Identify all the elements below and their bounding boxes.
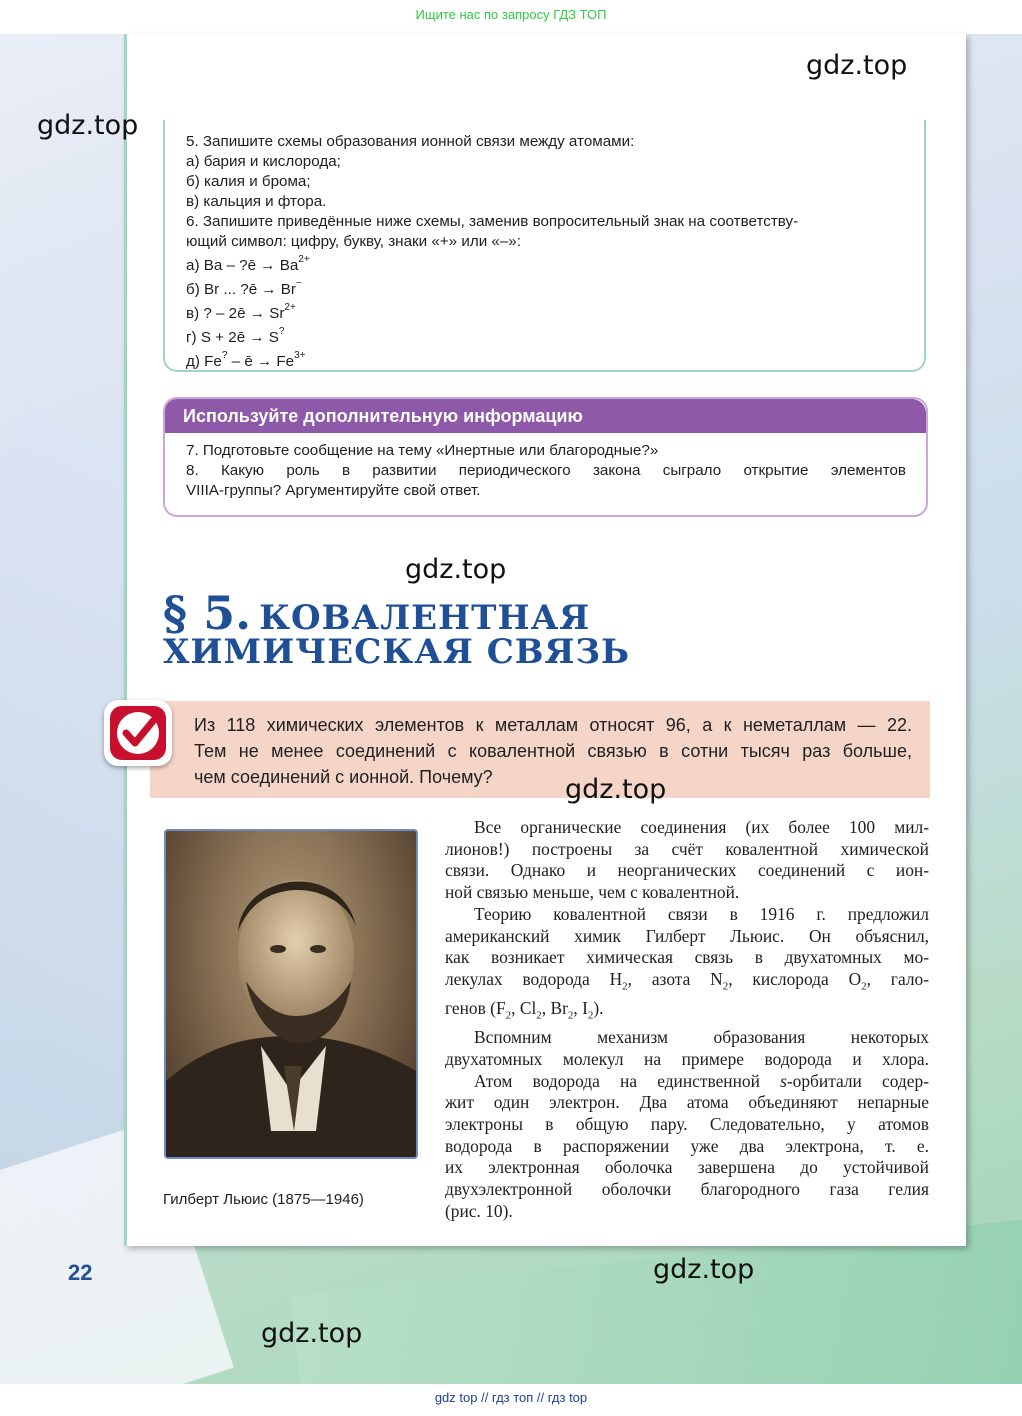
scheme-d [186, 348, 908, 372]
scheme-charge: 3+ [294, 350, 306, 362]
scheme-v [186, 300, 908, 324]
info-item: 7. Подготовьте сообщение на тему «Инертные или благородные?» [186, 442, 659, 459]
body-line [445, 998, 929, 1027]
section-number: § 5. [163, 586, 252, 640]
extra-info-list [186, 441, 906, 501]
body-line: как возникает химическая связь в двухатомных мо- [445, 947, 929, 968]
body-fragment: , кислорода O [728, 968, 862, 989]
body-line: их электронная оболочка завершена до устойчивой [445, 1157, 929, 1178]
body-line: (рис. 10). [445, 1200, 513, 1221]
tasks-list [186, 132, 908, 372]
scheme-charge: 2+ [284, 302, 296, 314]
checkmark-icon [104, 700, 172, 766]
body-fragment: , I [573, 998, 588, 1019]
body-line: двухатомных молекул на примере водорода и хлора. [445, 1048, 929, 1069]
bottom-banner [0, 1384, 1022, 1416]
task-line: в) кальция и фтора. [186, 193, 327, 210]
scheme-a [186, 252, 908, 276]
body-line: Все органические соединения (их более 100 мил- [474, 817, 929, 837]
body-fragment: , Cl [511, 998, 537, 1019]
body-line: двухэлектронной оболочки благородного газа гелия [445, 1179, 929, 1200]
question-line: Тем не менее соединений с ковалентной связью в сотни тысяч раз больше, [194, 741, 912, 761]
body-fragment: , гало- [866, 968, 929, 989]
body-line [445, 969, 929, 998]
body-fragment: лекулах водорода H [445, 968, 623, 989]
body-fragment: Атом водорода на единственной [474, 1070, 781, 1091]
body-line: электроны в общую пару. Следовательно, у атомов [445, 1114, 929, 1135]
body-line: американский химик Гилберт Льюис. Он объяснил, [445, 925, 929, 946]
info-item: VIIIA-группы? Аргументируйте свой ответ. [186, 482, 481, 499]
extra-info-header: Используйте дополнительную информацию [165, 399, 926, 433]
body-fragment: -орбитали содер- [786, 1070, 929, 1091]
body-line [445, 1071, 929, 1093]
scheme-b [186, 276, 908, 300]
body-line: водорода в распоряжении уже два электрона, т. е. [445, 1135, 929, 1156]
subscript: 2 [622, 980, 628, 993]
scheme-charge: ? [278, 326, 285, 338]
scheme-charge: − [295, 278, 302, 290]
body-line: Вспомним механизм образования некоторых [474, 1027, 929, 1048]
body-fragment: , Br [541, 998, 568, 1019]
question-line: чем соединений с ионной. Почему? [194, 767, 493, 787]
page-edge [124, 34, 127, 1246]
question-line: Из 118 химических элементов к металлам относят 96, а к неметаллам — 22. [194, 715, 912, 735]
watermark: gdz.top [565, 774, 667, 805]
scheme-text: б) Br ... ?ē → Br [186, 281, 296, 299]
top-banner-text: Ищите нас по запросу ГДЗ ТОП [415, 7, 607, 22]
body-fragment: s [780, 1070, 787, 1091]
scheme-charge: ? [221, 350, 228, 362]
scheme-g [186, 324, 908, 348]
bottom-banner-text: gdz top // гдз топ // гдз top [434, 1390, 588, 1405]
body-line: Теорию ковалентной связи в 1916 г. предложил [474, 903, 929, 924]
scheme-text: – ē → Fe [227, 353, 295, 371]
body-fragment: , азота N [627, 968, 723, 989]
task-line: а) бария и кислорода; [186, 153, 341, 170]
scheme-charge: 2+ [298, 254, 310, 265]
watermark: gdz.top [405, 554, 507, 585]
task-line: ющий символ: цифру, букву, знаки «+» или «–»: [186, 233, 521, 250]
portrait-image [164, 829, 418, 1159]
scheme-text: в) ? – 2ē → Sr [186, 305, 285, 323]
scheme-text: а) Ba – ?ē → Ba [186, 257, 299, 275]
body-line: жит один электрон. Два атома объединяют непарные [445, 1092, 929, 1113]
body-line: лионов!) построены за счёт ковалентной химической [445, 838, 929, 859]
subscript: 2 [567, 1009, 574, 1022]
body-fragment: ). [593, 998, 604, 1019]
task-line: 5. Запишите схемы образования ионной связи между атомами: [186, 133, 635, 150]
info-item: 8. Какую роль в развитии периодического закона сыграло открытие элементов [186, 462, 906, 479]
watermark: gdz.top [37, 110, 139, 141]
subscript: 2 [861, 980, 867, 993]
watermark: gdz.top [261, 1318, 363, 1349]
task-line: б) калия и брома; [186, 173, 311, 190]
task-line: 6. Запишите приведённые ниже схемы, заменив вопросительный знак на соответству- [186, 213, 799, 230]
body-fragment: генов (F [445, 998, 506, 1019]
scheme-text: д) Fe [186, 353, 222, 371]
scheme-text: г) S + 2ē → S [186, 329, 279, 347]
section-title-line1: КОВАЛЕНТНАЯ [259, 598, 591, 638]
page-number: 22 [68, 1260, 93, 1285]
section-title [163, 586, 630, 672]
watermark: gdz.top [653, 1254, 755, 1285]
section-title-line2: ХИМИЧЕСКАЯ СВЯЗЬ [163, 632, 631, 672]
top-banner [0, 0, 1022, 34]
subscript: 2 [505, 1009, 512, 1022]
subscript: 2 [536, 1009, 542, 1022]
body-line: ной связью меньше, чем с ковалентной. [445, 882, 740, 903]
question-text [194, 712, 912, 790]
portrait-caption: Гилберт Льюис (1875—1946) [163, 1191, 364, 1208]
subscript: 2 [722, 980, 729, 993]
watermark: gdz.top [806, 50, 908, 81]
body-text [445, 817, 929, 1223]
body-line: связи. Однако и неорганических соединений с ион- [445, 860, 929, 881]
subscript: 2 [587, 1009, 594, 1022]
